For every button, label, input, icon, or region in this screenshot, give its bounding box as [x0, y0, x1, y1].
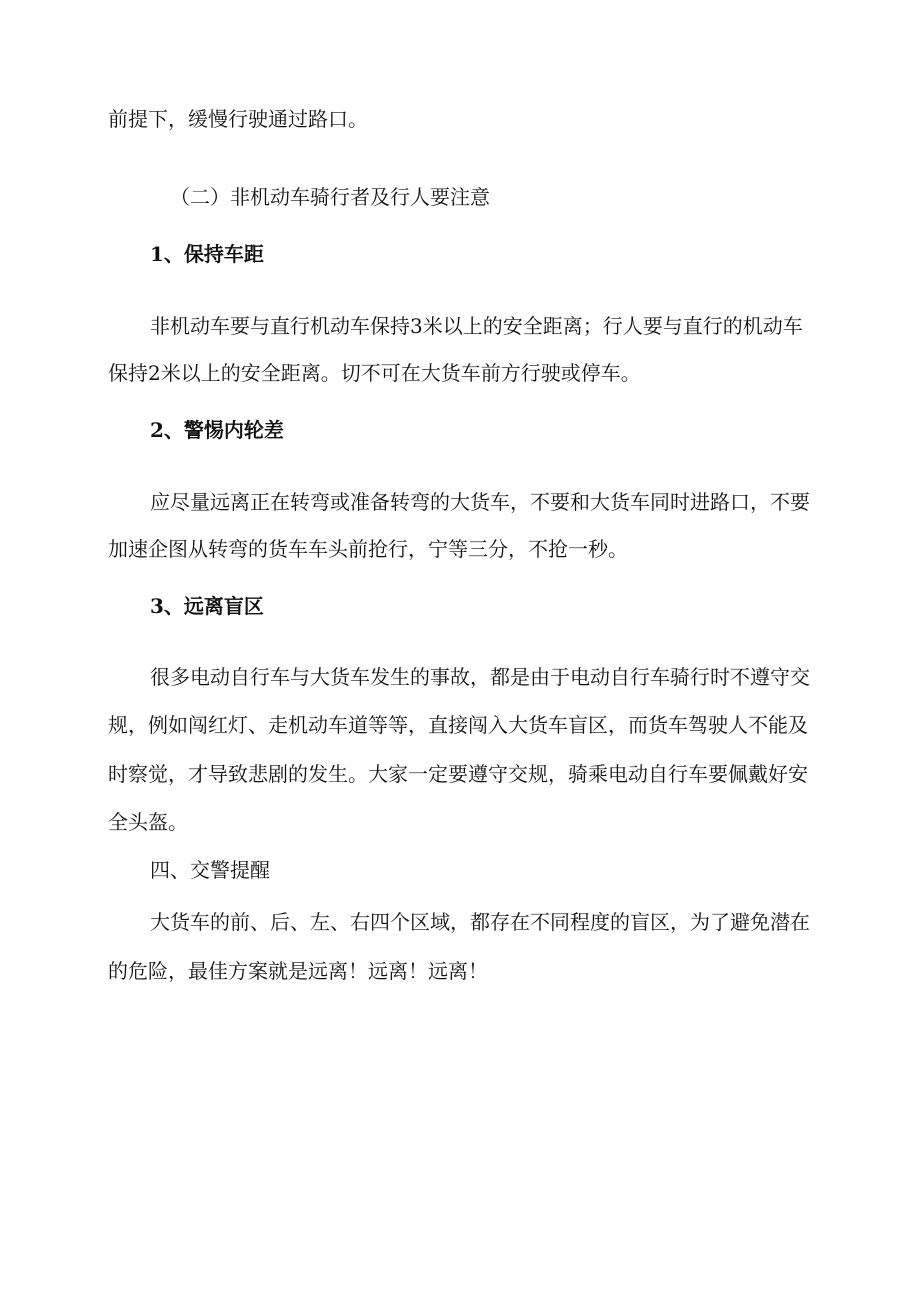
subsection-heading: 2、警惕内轮差	[150, 418, 284, 442]
subsection-heading: 1、保持车距	[150, 242, 264, 266]
section-heading: 四、交警提醒	[150, 858, 270, 882]
paragraph-line: 应尽量远离正在转弯或准备转弯的大货车，不要和大货车同时进路口，不要	[150, 490, 810, 514]
paragraph-line: 前提下，缓慢行驶通过路口。	[108, 107, 368, 131]
paragraph-line: 规，例如闯红灯、走机动车道等等，直接闯入大货车盲区，而货车驾驶人不能及	[108, 713, 808, 737]
paragraph-line: 保持2米以上的安全距离。切不可在大货车前方行驶或停车。	[108, 361, 641, 385]
section-heading: （二）非机动车骑行者及行人要注意	[170, 185, 490, 209]
paragraph-line: 大货车的前、后、左、右四个区域，都存在不同程度的盲区，为了避免潜在	[150, 910, 810, 934]
paragraph-line: 很多电动自行车与大货车发生的事故，都是由于电动自行车骑行时不遵守交	[150, 665, 810, 689]
paragraph-line: 时察觉，才导致悲剧的发生。大家一定要遵守交规，骑乘电动自行车要佩戴好安	[108, 762, 808, 786]
paragraph-line: 的危险，最佳方案就是远离！远离！远离！	[108, 959, 488, 983]
paragraph-line: 全头盔。	[108, 810, 188, 834]
paragraph-line: 加速企图从转弯的货车车头前抢行，宁等三分，不抢一秒。	[108, 537, 628, 561]
paragraph-line: 非机动车要与直行机动车保持3米以上的安全距离；行人要与直行的机动车	[150, 314, 803, 338]
subsection-heading: 3、远离盲区	[150, 594, 264, 618]
